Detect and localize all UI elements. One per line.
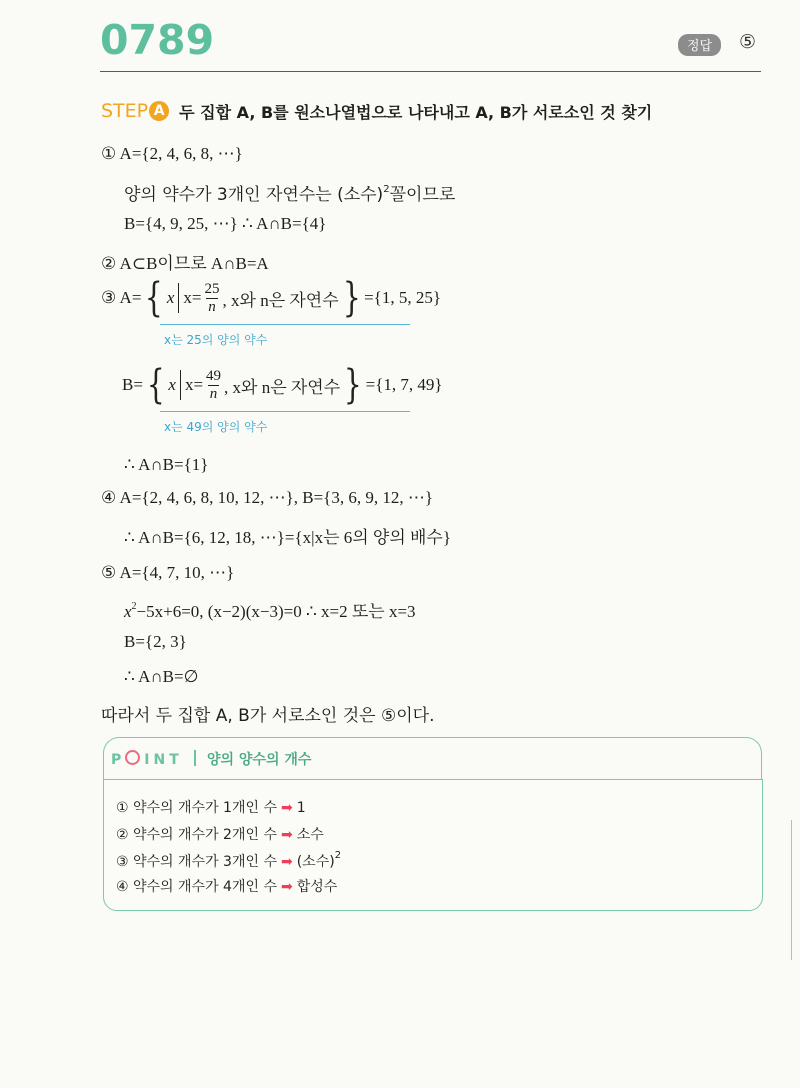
problem-number: 0789 xyxy=(100,16,215,64)
point-box-body xyxy=(103,779,763,911)
option3-a-prefix: ③ A= xyxy=(101,288,142,307)
option5-equation xyxy=(124,597,416,622)
option1-set-b: B={4, 9, 25, ⋯} ∴ A∩B={4} xyxy=(124,214,327,233)
option5-set-a: ⑤ A={4, 7, 10, ⋯} xyxy=(101,563,235,582)
option3-conclusion: ∴ A∩B={1} xyxy=(124,455,209,474)
option5-conclusion: ∴ A∩B=∅ xyxy=(124,667,199,686)
final-answer-sentence: 따라서 두 집합 A, B가 서로소인 것은 ⑤이다. xyxy=(101,706,435,726)
point-logo-rest: INT xyxy=(144,752,183,768)
point-item-result: 소수 xyxy=(296,827,324,843)
point-item xyxy=(116,876,337,896)
option3-a-var: x xyxy=(166,288,175,307)
option3-b-result: ={1, 7, 49} xyxy=(365,375,443,394)
option3-a-result: ={1, 5, 25} xyxy=(364,288,442,307)
option3-a-fraction xyxy=(205,281,220,316)
point-logo-o-icon xyxy=(125,750,140,765)
point-item-text: ④ 약수의 개수가 4개인 수 xyxy=(116,879,277,895)
option3-b-prefix: B= xyxy=(122,375,143,394)
point-item xyxy=(116,797,306,817)
step-title: 두 집합 A, B를 원소나열법으로 나타내고 A, B가 서로소인 것 찾기 xyxy=(179,102,653,122)
option5-var: x xyxy=(124,602,132,621)
scan-edge-line xyxy=(791,820,792,960)
point-logo-p: P xyxy=(111,752,126,768)
step-heading xyxy=(101,98,652,124)
fraction-numerator: 25 xyxy=(204,280,220,297)
point-box-frame xyxy=(103,737,762,779)
point-item-text: ③ 약수의 개수가 3개인 수 xyxy=(116,854,277,870)
option5-exponent: 2 xyxy=(131,601,137,612)
option3-b-underline xyxy=(160,411,410,412)
arrow-right-icon: ➡ xyxy=(280,879,293,895)
point-item-exponent: 2 xyxy=(334,850,342,861)
fraction-numerator: 49 xyxy=(206,367,222,384)
option3-a-lhs: x= xyxy=(183,288,202,307)
option1-exponent: 2 xyxy=(383,184,390,195)
fraction-denominator: n xyxy=(208,298,216,315)
option3-set-a xyxy=(101,275,442,321)
option1-explanation xyxy=(124,180,455,205)
option3-b-lhs: x= xyxy=(184,375,204,394)
arrow-right-icon: ➡ xyxy=(280,854,293,870)
left-brace: { xyxy=(145,275,164,321)
point-box-header xyxy=(103,737,764,778)
option2-line: ② A⊂B이므로 A∩B=A xyxy=(101,254,269,273)
point-item-text: ② 약수의 개수가 2개인 수 xyxy=(116,827,277,843)
option1-explanation-text: 양의 약수가 3개인 자연수는 (소수) xyxy=(124,185,384,205)
right-brace: } xyxy=(343,362,362,408)
option3-b-note: x는 49의 양의 약수 xyxy=(164,420,268,434)
arrow-right-icon: ➡ xyxy=(280,800,293,816)
point-item xyxy=(116,850,341,871)
option3-set-b xyxy=(122,362,443,408)
such-that-bar xyxy=(180,370,181,400)
option5-set-b: B={2, 3} xyxy=(124,632,187,651)
point-item-text: ① 약수의 개수가 1개인 수 xyxy=(116,800,277,816)
option3-b-condition: , x와 n은 자연수 xyxy=(224,377,341,397)
option3-b-var: x xyxy=(168,375,176,394)
option3-a-underline xyxy=(160,324,410,325)
arrow-right-icon: ➡ xyxy=(280,827,293,843)
step-letter-badge: A xyxy=(149,101,169,121)
answer-badge: 정답 xyxy=(678,34,721,56)
such-that-bar xyxy=(178,283,179,313)
option3-a-note: x는 25의 양의 약수 xyxy=(164,333,268,347)
option1-set-a: ① A={2, 4, 6, 8, ⋯} xyxy=(101,144,243,163)
point-item xyxy=(116,824,324,844)
option3-a-condition: , x와 n은 자연수 xyxy=(222,290,339,310)
header-divider xyxy=(100,71,761,72)
point-title: 양의 양수의 개수 xyxy=(207,752,312,768)
fraction-denominator: n xyxy=(209,385,218,402)
point-logo xyxy=(111,750,183,768)
point-separator xyxy=(194,750,196,766)
answer-value: ⑤ xyxy=(739,31,757,53)
right-brace: } xyxy=(342,275,361,321)
option5-equation-rest: −5x+6=0, (x−2)(x−3)=0 ∴ x=2 또는 x=3 xyxy=(136,602,416,621)
left-brace: { xyxy=(146,362,165,408)
option1-explanation-tail: 꼴이므로 xyxy=(389,185,456,205)
step-label: STEP xyxy=(101,100,149,122)
point-item-result: 1 xyxy=(296,800,306,816)
option3-b-fraction xyxy=(206,368,221,403)
option4-sets: ④ A={2, 4, 6, 8, 10, 12, ⋯}, B={3, 6, 9, 12, ⋯} xyxy=(101,488,433,507)
point-item-result: (소수) xyxy=(296,854,335,870)
point-item-result: 합성수 xyxy=(296,879,338,895)
option4-conclusion: ∴ A∩B={6, 12, 18, ⋯}={x|x는 6의 양의 배수} xyxy=(124,528,452,547)
